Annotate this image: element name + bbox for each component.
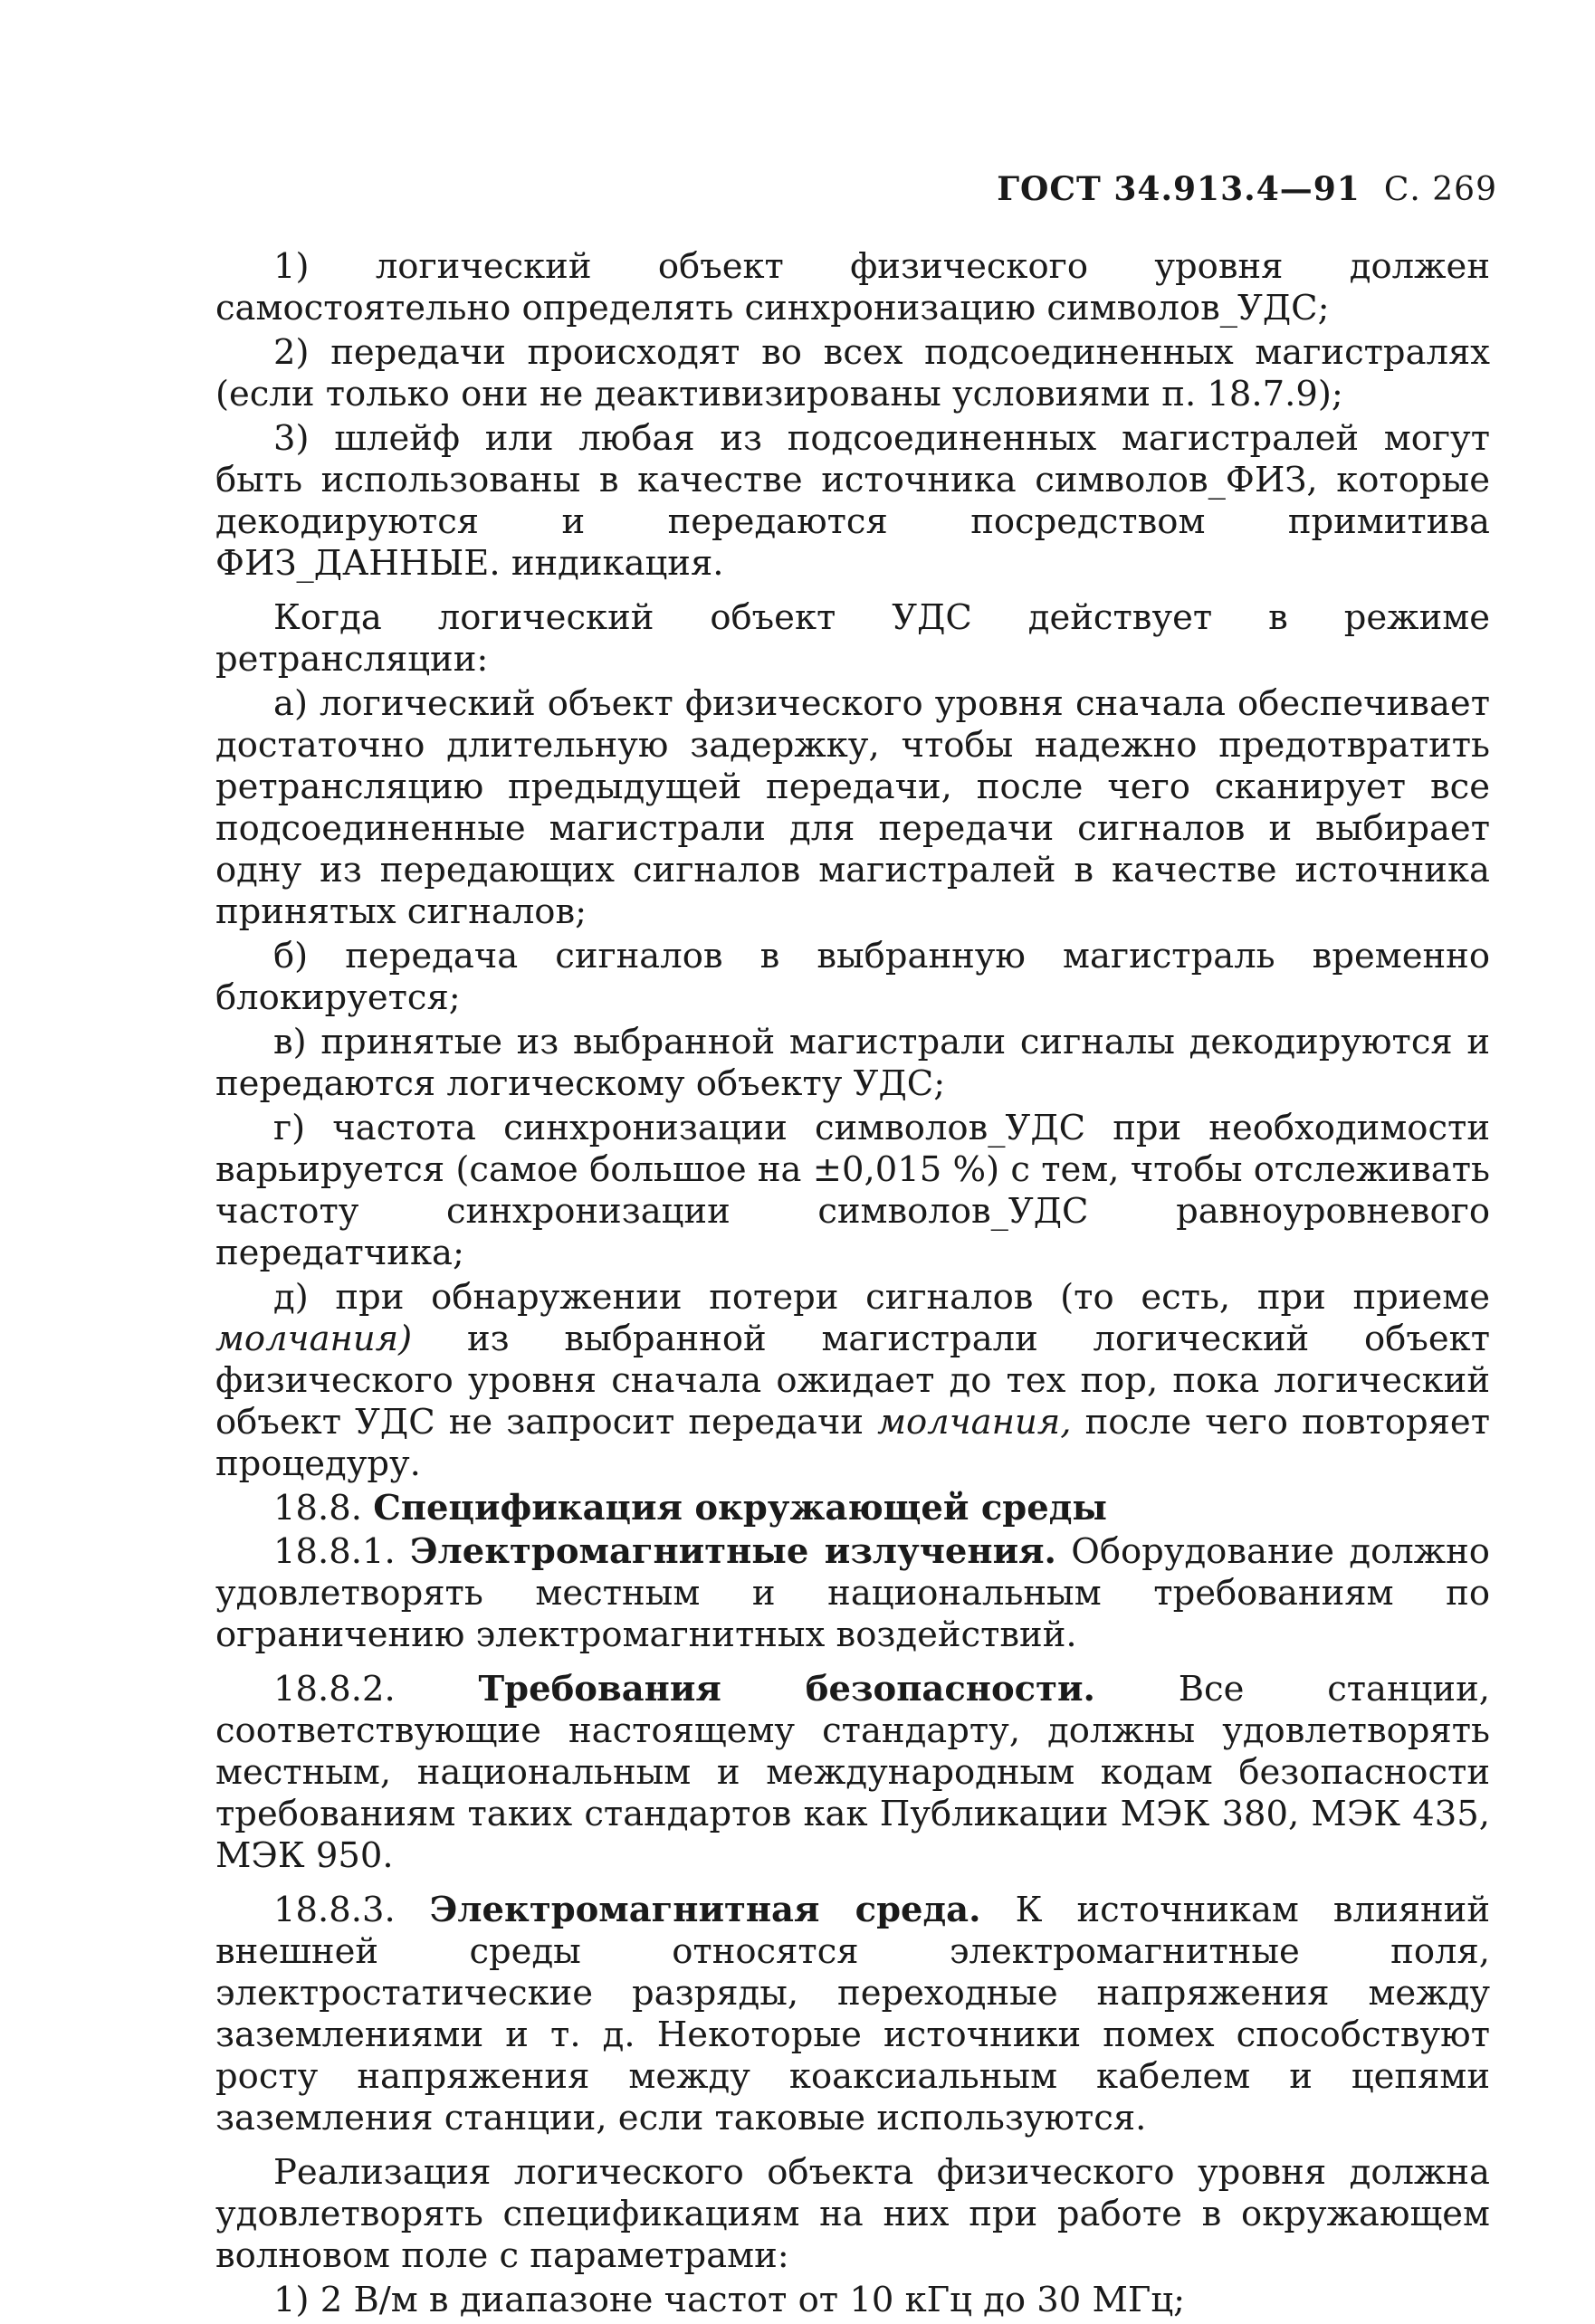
section-title: Спецификация окружающей среды [373, 1488, 1107, 1529]
item-d-italic2: молчания, [877, 1402, 1072, 1443]
subsection-number: 18.8.3. [273, 1890, 396, 1930]
item-d-part3: после чего повторяет процедуру. [215, 1402, 1490, 1484]
subsection-title: Требования безопасности. [478, 1669, 1095, 1710]
list-item-d [215, 1277, 1490, 1485]
parameter-item: 1) 2 В/м в диапазоне частот от 10 кГц до 30 МГц; [273, 2280, 1186, 2320]
subsection-18-8-2 [215, 1669, 1490, 1877]
item-d-italic1: молчания) [215, 1319, 413, 1359]
item-d-part1: д) при обнаружении потери сигналов (то есть, при приеме [273, 1277, 1490, 1318]
realization-paragraph: Реализация логического объекта физического уровня должна удовлетворять спецификациям на них при работе в окружающем волновом поле с параметрами: [215, 2152, 1490, 2276]
subsection-18-8-1 [215, 1531, 1490, 1656]
section-number: 18.8. [273, 1488, 362, 1529]
page-number: С. 269 [1383, 171, 1497, 208]
subsection-number: 18.8.1. [273, 1531, 396, 1572]
list-item: а) логический объект физического уровня сначала обеспечивает достаточно длительную задержку, чтобы надежно предотвратить ретрансляцию предыдущей передачи, после чего сканирует все подсоединенные магистрали для передачи сигналов и выбирает одну из передающих сигналов магистралей в качестве источника принятых сигналов; [215, 683, 1490, 932]
subsection-text: Оборудование должно удовлетворять местным и национальным требованиям по ограничению электромагнитных воздействий. [215, 1531, 1490, 1655]
subsection-text: К источникам влияний внешней среды относятся электромагнитные поля, электростатические разряды, переходные напряжения между заземлениями и т. д. Некоторые источники помех способствуют росту напряжения между коаксиальным кабелем и цепями заземления станции, если таковые используются. [215, 1890, 1490, 2138]
subsection-text: Все станции, соответствующие настоящему стандарту, должны удовлетворять местным, национальным и международным кодам безопасности требованиям таких стандартов как Публикации МЭК 380, МЭК 435, МЭК 950. [215, 1669, 1490, 1876]
page-header [997, 170, 1497, 208]
repeat-mode-intro: Когда логический объект УДС действует в режиме ретрансляции: [215, 597, 1490, 680]
list-item: г) частота синхронизации символов_УДС при необходимости варьируется (самое большое на ±0,015 %) с тем, чтобы отслеживать частоту синхронизации символов_УДС равноуровневого передатчика; [215, 1108, 1490, 1273]
list-item: 1) логический объект физического уровня должен самостоятельно определять синхронизацию символов_УДС; [215, 246, 1490, 329]
subsection-title: Электромагнитные излучения. [409, 1531, 1056, 1572]
list-item: 2) передачи происходят во всех подсоединенных магистралях (если только они не деактивизированы условиями п. 18.7.9); [215, 332, 1490, 414]
list-item: в) принятые из выбранной магистрали сигналы декодируются и передаются логическому объекту УДС; [215, 1022, 1490, 1104]
list-item: б) передача сигналов в выбранную магистраль временно блокируется; [215, 936, 1490, 1018]
list-item: 3) шлейф или любая из подсоединенных магистралей могут быть использованы в качестве источника символов_ФИЗ, которые декодируются и передаются посредством примитива ФИЗ_ДАННЫЕ. индикация. [215, 418, 1490, 584]
standard-number: ГОСТ 34.913.4—91 [997, 170, 1361, 208]
subsection-number: 18.8.2. [273, 1669, 396, 1710]
subsection-18-8-3 [215, 1890, 1490, 2139]
page-body [215, 246, 1490, 2324]
item-d-part2: из выбранной магистрали логический объект физического уровня сначала ожидает до тех пор, пока логический объект УДС не запросит передачи [215, 1319, 1490, 1443]
subsection-title: Электромагнитная среда. [429, 1890, 981, 1930]
section-heading [215, 1488, 1490, 1529]
